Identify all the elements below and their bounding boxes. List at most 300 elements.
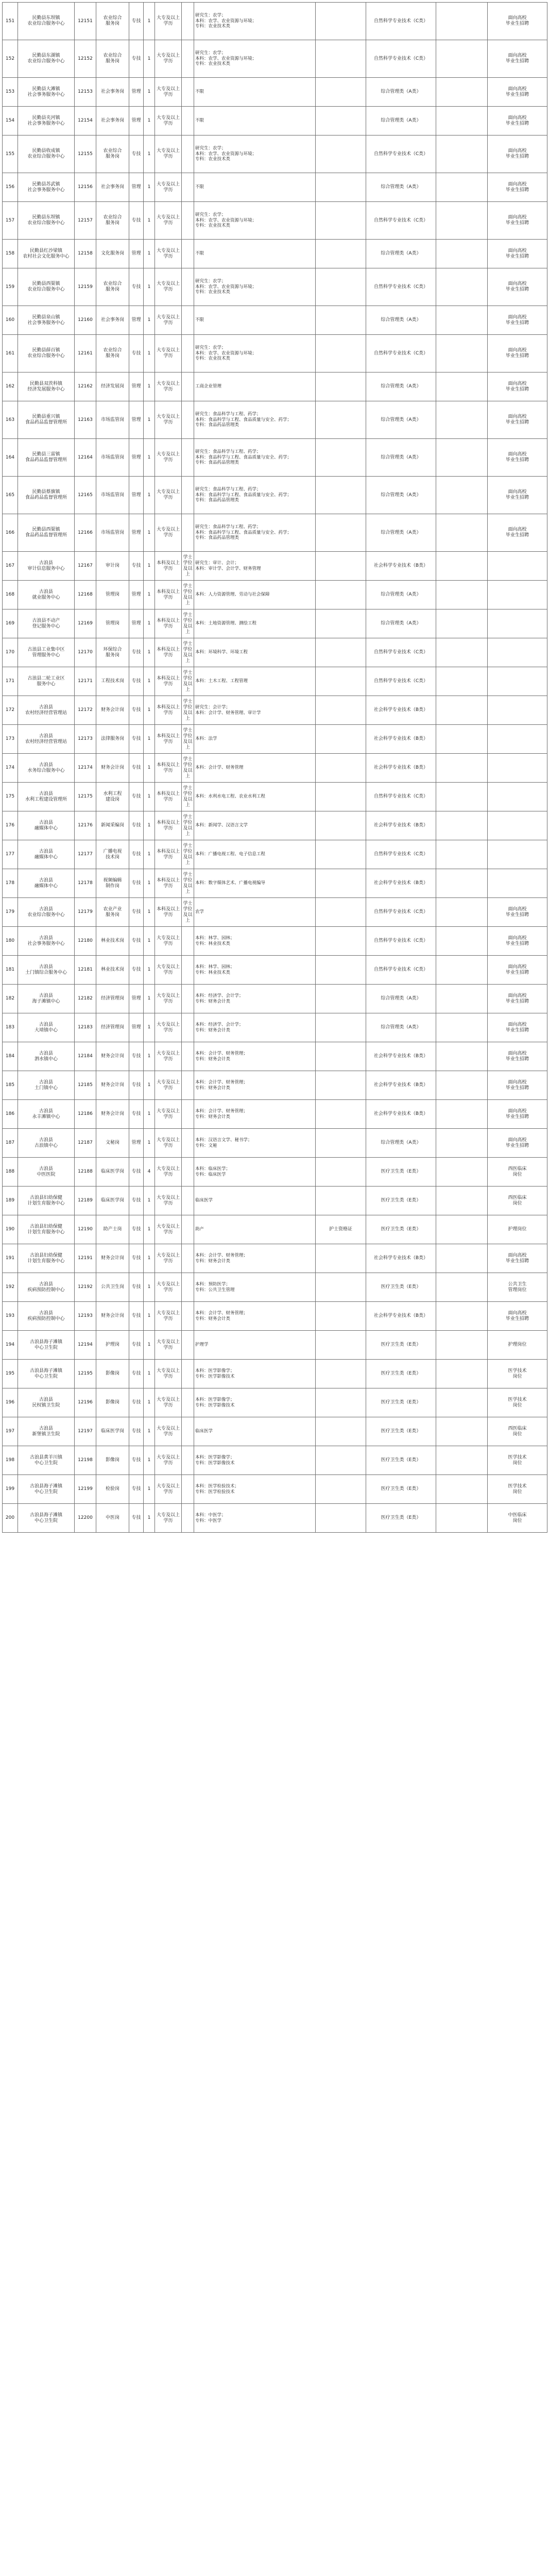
cell-type: 专技 (129, 811, 144, 840)
cell-exam-type: 综合管理类（A类） (366, 985, 436, 1013)
table-row (3, 439, 547, 477)
table-body (3, 3, 547, 1533)
cell-unit: 古浪县 水务综合服务中心 (18, 754, 75, 783)
table-row (3, 3, 547, 40)
cell-education: 大专及以上学历 (155, 1129, 182, 1158)
cell-count: 1 (144, 1187, 155, 1215)
cell-major-requirement: 本科：会计学、财务管理； 专科：财务会计类 (194, 1244, 316, 1273)
cell-code: 12155 (75, 135, 96, 173)
cell-extra (436, 638, 488, 667)
table-row (3, 1215, 547, 1244)
cell-unit: 古浪县 疾病预防控制中心 (18, 1273, 75, 1302)
table-row (3, 78, 547, 107)
cell-other-requirement (316, 1158, 366, 1187)
table-row (3, 696, 547, 725)
cell-post: 影像岗 (96, 1360, 129, 1388)
cell-unit: 民勤县苏武镇 社会事务服务中心 (18, 173, 75, 202)
cell-major-requirement: 研究生：食品科学与工程、药学； 本科：食品科学与工程、食品质量与安全、药学； 专科：食品药品管理类 (194, 401, 316, 439)
cell-note: 面向高校 毕业生招聘 (488, 1100, 547, 1129)
cell-education: 大专及以上学历 (155, 1331, 182, 1360)
cell-degree: 学士学位及以上 (182, 581, 194, 609)
cell-other-requirement (316, 1013, 366, 1042)
cell-extra (436, 667, 488, 696)
cell-major-requirement: 本科：环境科学、环境工程 (194, 638, 316, 667)
cell-code: 12162 (75, 372, 96, 401)
cell-note (488, 667, 547, 696)
cell-post: 林业技术岗 (96, 927, 129, 956)
cell-major-requirement: 不限 (194, 306, 316, 335)
cell-code: 12153 (75, 78, 96, 107)
cell-count: 1 (144, 696, 155, 725)
cell-note: 面向高校 毕业生招聘 (488, 135, 547, 173)
cell-code: 12170 (75, 638, 96, 667)
cell-post: 水利工程 建设岗 (96, 783, 129, 811)
cell-other-requirement (316, 335, 366, 372)
table-row (3, 1417, 547, 1446)
cell-count: 1 (144, 306, 155, 335)
cell-extra (436, 1071, 488, 1100)
cell-seq: 186 (3, 1100, 18, 1129)
cell-post: 财务会计岗 (96, 696, 129, 725)
cell-exam-type: 社会科学专业技术（B类） (366, 1100, 436, 1129)
cell-note (488, 811, 547, 840)
table-row (3, 268, 547, 306)
cell-count: 1 (144, 1331, 155, 1360)
cell-extra (436, 514, 488, 552)
cell-extra (436, 552, 488, 581)
table-row (3, 335, 547, 372)
table-row (3, 173, 547, 202)
cell-note: 公共卫生 管理岗位 (488, 1273, 547, 1302)
table-row (3, 1446, 547, 1475)
cell-exam-type: 医疗卫生类（E类） (366, 1187, 436, 1215)
cell-major-requirement: 本科：法学 (194, 725, 316, 754)
cell-other-requirement (316, 638, 366, 667)
cell-other-requirement (316, 107, 366, 135)
cell-type: 专技 (129, 1360, 144, 1388)
table-row (3, 985, 547, 1013)
cell-count: 1 (144, 107, 155, 135)
cell-unit: 民勤县泉山镇 社会事务服务中心 (18, 306, 75, 335)
cell-count: 1 (144, 956, 155, 985)
cell-unit: 古浪县海子滩镇 中心卫生院 (18, 1504, 75, 1533)
cell-exam-type: 医疗卫生类（E类） (366, 1388, 436, 1417)
cell-other-requirement (316, 268, 366, 306)
cell-exam-type: 社会科学专业技术（B类） (366, 1042, 436, 1071)
cell-other-requirement (316, 927, 366, 956)
cell-count: 1 (144, 927, 155, 956)
cell-exam-type: 社会科学专业技术（B类） (366, 869, 436, 898)
cell-unit: 古浪县 土门镇综合服务中心 (18, 956, 75, 985)
cell-exam-type: 综合管理类（A类） (366, 439, 436, 477)
cell-seq: 156 (3, 173, 18, 202)
cell-unit: 古浪县黄羊川镇 中心卫生院 (18, 1446, 75, 1475)
cell-unit: 古浪县妇幼保健 计划生育服务中心 (18, 1215, 75, 1244)
cell-count: 1 (144, 667, 155, 696)
cell-major-requirement: 本科：人力资源管理、劳动与社会保障 (194, 581, 316, 609)
cell-count: 1 (144, 135, 155, 173)
cell-code: 12168 (75, 581, 96, 609)
cell-code: 12198 (75, 1446, 96, 1475)
cell-extra (436, 1042, 488, 1071)
cell-type: 管理 (129, 240, 144, 268)
cell-major-requirement: 不限 (194, 173, 316, 202)
cell-extra (436, 609, 488, 638)
cell-post: 林业技术岗 (96, 956, 129, 985)
cell-unit: 古浪县二轮工业区 服务中心 (18, 667, 75, 696)
cell-other-requirement: 护士资格证 (316, 1215, 366, 1244)
cell-seq: 187 (3, 1129, 18, 1158)
cell-major-requirement: 研究生：农学； 本科：农学、农业资源与环境； 专科：农业技术类 (194, 268, 316, 306)
cell-type: 管理 (129, 985, 144, 1013)
cell-major-requirement: 本科：医学影像学； 专科：医学影像技术 (194, 1360, 316, 1388)
cell-count: 1 (144, 638, 155, 667)
cell-exam-type: 综合管理类（A类） (366, 477, 436, 514)
cell-major-requirement: 研究生：农学； 本科：农学、农业资源与环境； 专科：农业技术类 (194, 135, 316, 173)
cell-post: 法律服务岗 (96, 725, 129, 754)
cell-exam-type: 自然科学专业技术（C类） (366, 927, 436, 956)
cell-degree (182, 927, 194, 956)
cell-type: 管理 (129, 439, 144, 477)
table-row (3, 811, 547, 840)
cell-seq: 154 (3, 107, 18, 135)
cell-education: 大专及以上学历 (155, 1273, 182, 1302)
cell-major-requirement: 本科：医学影像学； 专科：医学影像技术 (194, 1446, 316, 1475)
cell-other-requirement (316, 552, 366, 581)
table-row (3, 240, 547, 268)
cell-type: 专技 (129, 840, 144, 869)
cell-unit: 古浪县 社会事务服务中心 (18, 927, 75, 956)
cell-post: 农业综合 服务岗 (96, 202, 129, 240)
cell-note (488, 725, 547, 754)
cell-degree: 学士学位及以上 (182, 754, 194, 783)
cell-type: 专技 (129, 869, 144, 898)
cell-education: 大专及以上学历 (155, 1244, 182, 1273)
cell-other-requirement (316, 956, 366, 985)
cell-post: 财务会计岗 (96, 1071, 129, 1100)
cell-type: 专技 (129, 1244, 144, 1273)
cell-seq: 185 (3, 1071, 18, 1100)
cell-note: 医学技术 岗位 (488, 1475, 547, 1504)
cell-other-requirement (316, 667, 366, 696)
cell-count: 1 (144, 240, 155, 268)
cell-post: 市场监管岗 (96, 477, 129, 514)
cell-post: 市场监管岗 (96, 514, 129, 552)
cell-degree (182, 1302, 194, 1331)
cell-post: 临床医学岗 (96, 1158, 129, 1187)
cell-major-requirement: 研究生：农学； 本科：农学、农业资源与环境； 专科：农业技术类 (194, 40, 316, 78)
cell-extra (436, 840, 488, 869)
cell-seq: 197 (3, 1417, 18, 1446)
cell-note: 面向高校 毕业生招聘 (488, 898, 547, 927)
cell-count: 1 (144, 754, 155, 783)
cell-exam-type: 自然科学专业技术（C类） (366, 667, 436, 696)
cell-post: 市场监管岗 (96, 401, 129, 439)
cell-other-requirement (316, 1331, 366, 1360)
cell-unit: 民勤县夹河镇 社会事务服务中心 (18, 107, 75, 135)
cell-exam-type: 综合管理类（A类） (366, 306, 436, 335)
table-row (3, 956, 547, 985)
cell-education: 本科及以上学历 (155, 581, 182, 609)
cell-major-requirement: 本科：数字媒体艺术、广播电视编导 (194, 869, 316, 898)
cell-major-requirement: 研究生：农学； 本科：农学、农业资源与环境； 专科：农业技术类 (194, 335, 316, 372)
cell-note: 面向高校 毕业生招聘 (488, 3, 547, 40)
cell-code: 12173 (75, 725, 96, 754)
cell-note: 面向高校 毕业生招聘 (488, 40, 547, 78)
cell-note: 中医临床 岗位 (488, 1504, 547, 1533)
cell-unit: 古浪县 中医医院 (18, 1158, 75, 1187)
cell-major-requirement: 研究生：会计学； 本科：会计学、财务管理、审计学 (194, 696, 316, 725)
cell-extra (436, 1388, 488, 1417)
cell-extra (436, 173, 488, 202)
cell-seq: 177 (3, 840, 18, 869)
cell-education: 大专及以上学历 (155, 514, 182, 552)
cell-major-requirement: 本科：林学、园林； 专科：林业技术类 (194, 956, 316, 985)
cell-type: 专技 (129, 1446, 144, 1475)
cell-note: 面向高校 毕业生招聘 (488, 78, 547, 107)
cell-note: 护理岗位 (488, 1215, 547, 1244)
table-row (3, 552, 547, 581)
cell-extra (436, 439, 488, 477)
cell-exam-type: 综合管理类（A类） (366, 173, 436, 202)
cell-type: 专技 (129, 1071, 144, 1100)
cell-code: 12181 (75, 956, 96, 985)
cell-other-requirement (316, 1100, 366, 1129)
cell-extra (436, 811, 488, 840)
cell-education: 本科及以上学历 (155, 638, 182, 667)
cell-exam-type: 综合管理类（A类） (366, 78, 436, 107)
cell-extra (436, 696, 488, 725)
cell-degree (182, 477, 194, 514)
cell-count: 1 (144, 1360, 155, 1388)
cell-extra (436, 78, 488, 107)
cell-degree (182, 1215, 194, 1244)
cell-type: 专技 (129, 1187, 144, 1215)
cell-other-requirement (316, 1417, 366, 1446)
cell-unit: 民勤县红沙梁镇 农村社会文化服务中心 (18, 240, 75, 268)
cell-post: 临床医学岗 (96, 1417, 129, 1446)
cell-major-requirement: 本科：土地资源管理、测绘工程 (194, 609, 316, 638)
cell-note: 医学技术 岗位 (488, 1388, 547, 1417)
cell-extra (436, 401, 488, 439)
cell-count: 1 (144, 514, 155, 552)
cell-seq: 191 (3, 1244, 18, 1273)
cell-other-requirement (316, 1273, 366, 1302)
cell-major-requirement: 研究生：审计、会计； 本科：审计学、会计学、财务管理 (194, 552, 316, 581)
cell-post: 新闻采编岗 (96, 811, 129, 840)
cell-other-requirement (316, 306, 366, 335)
cell-unit: 古浪县 疾病预防控制中心 (18, 1302, 75, 1331)
cell-code: 12171 (75, 667, 96, 696)
cell-education: 大专及以上学历 (155, 1215, 182, 1244)
cell-type: 专技 (129, 1388, 144, 1417)
cell-extra (436, 1158, 488, 1187)
cell-type: 专技 (129, 1475, 144, 1504)
table-row (3, 135, 547, 173)
cell-education: 大专及以上学历 (155, 1187, 182, 1215)
cell-note: 面向高校 毕业生招聘 (488, 335, 547, 372)
cell-extra (436, 1504, 488, 1533)
cell-count: 1 (144, 725, 155, 754)
cell-education: 大专及以上学历 (155, 1504, 182, 1533)
cell-seq: 179 (3, 898, 18, 927)
cell-code: 12182 (75, 985, 96, 1013)
cell-code: 12187 (75, 1129, 96, 1158)
cell-type: 管理 (129, 107, 144, 135)
cell-note: 医学技术 岗位 (488, 1446, 547, 1475)
cell-note: 面向高校 毕业生招聘 (488, 985, 547, 1013)
table-row (3, 1388, 547, 1417)
cell-type: 管理 (129, 609, 144, 638)
cell-education: 大专及以上学历 (155, 40, 182, 78)
cell-post: 农业综合 服务岗 (96, 3, 129, 40)
cell-major-requirement: 不限 (194, 107, 316, 135)
cell-unit: 民勤县西渠镇 农业综合服务中心 (18, 268, 75, 306)
cell-exam-type: 综合管理类（A类） (366, 401, 436, 439)
cell-count: 1 (144, 1388, 155, 1417)
cell-count: 1 (144, 1273, 155, 1302)
cell-note (488, 581, 547, 609)
cell-unit: 古浪县 土门镇中心 (18, 1071, 75, 1100)
cell-education: 大专及以上学历 (155, 173, 182, 202)
cell-degree (182, 1244, 194, 1273)
cell-seq: 181 (3, 956, 18, 985)
cell-post: 视频编辑 制作岗 (96, 869, 129, 898)
table-row (3, 202, 547, 240)
cell-major-requirement: 临床医学 (194, 1417, 316, 1446)
cell-extra (436, 927, 488, 956)
cell-extra (436, 783, 488, 811)
cell-type: 专技 (129, 783, 144, 811)
cell-code: 12158 (75, 240, 96, 268)
cell-exam-type: 自然科学专业技术（C类） (366, 638, 436, 667)
cell-code: 12185 (75, 1071, 96, 1100)
cell-other-requirement (316, 40, 366, 78)
cell-code: 12192 (75, 1273, 96, 1302)
cell-unit: 古浪县 审计信息服务中心 (18, 552, 75, 581)
cell-exam-type: 综合管理类（A类） (366, 240, 436, 268)
cell-major-requirement: 研究生：农学； 本科：农学、农业资源与环境； 专科：农业技术类 (194, 202, 316, 240)
cell-post: 财务会计岗 (96, 1302, 129, 1331)
cell-other-requirement (316, 1360, 366, 1388)
cell-degree (182, 1504, 194, 1533)
cell-other-requirement (316, 135, 366, 173)
cell-extra (436, 1187, 488, 1215)
cell-education: 大专及以上学历 (155, 268, 182, 306)
cell-education: 本科及以上学历 (155, 725, 182, 754)
cell-note: 面向高校 毕业生招聘 (488, 173, 547, 202)
cell-exam-type: 综合管理类（A类） (366, 1013, 436, 1042)
cell-type: 管理 (129, 1129, 144, 1158)
table-row (3, 40, 547, 78)
cell-count: 1 (144, 372, 155, 401)
cell-count: 1 (144, 1475, 155, 1504)
table-row (3, 1302, 547, 1331)
cell-type: 管理 (129, 78, 144, 107)
cell-education: 大专及以上学历 (155, 1071, 182, 1100)
cell-degree: 学士学位及以上 (182, 638, 194, 667)
cell-unit: 古浪县 永丰滩镇中心 (18, 1100, 75, 1129)
cell-post: 审计岗 (96, 552, 129, 581)
cell-degree (182, 439, 194, 477)
cell-extra (436, 869, 488, 898)
cell-count: 1 (144, 3, 155, 40)
table-row (3, 1071, 547, 1100)
cell-major-requirement: 本科：会计学、财务管理； 专科：财务会计类 (194, 1042, 316, 1071)
cell-note: 西医临床 岗位 (488, 1187, 547, 1215)
cell-degree (182, 1100, 194, 1129)
cell-seq: 200 (3, 1504, 18, 1533)
cell-degree (182, 514, 194, 552)
cell-code: 12160 (75, 306, 96, 335)
cell-seq: 190 (3, 1215, 18, 1244)
cell-exam-type: 社会科学专业技术（B类） (366, 1071, 436, 1100)
cell-note (488, 552, 547, 581)
cell-type: 专技 (129, 1215, 144, 1244)
cell-education: 大专及以上学历 (155, 477, 182, 514)
cell-major-requirement: 不限 (194, 240, 316, 268)
cell-seq: 164 (3, 439, 18, 477)
cell-code: 12189 (75, 1187, 96, 1215)
cell-major-requirement: 农学 (194, 898, 316, 927)
cell-exam-type: 社会科学专业技术（B类） (366, 1302, 436, 1331)
cell-note: 面向高校 毕业生招聘 (488, 1042, 547, 1071)
cell-type: 管理 (129, 372, 144, 401)
cell-major-requirement: 研究生：食品科学与工程、药学； 本科：食品科学与工程、食品质量与安全、药学； 专科：食品药品管理类 (194, 514, 316, 552)
cell-other-requirement (316, 1071, 366, 1100)
cell-degree (182, 372, 194, 401)
table-row (3, 1360, 547, 1388)
cell-unit: 古浪县 水利工程建设管理所 (18, 783, 75, 811)
cell-count: 1 (144, 1215, 155, 1244)
cell-unit: 民勤县双茨科镇 经济发展服务中心 (18, 372, 75, 401)
cell-unit: 古浪县不动产 登记服务中心 (18, 609, 75, 638)
cell-post: 公共卫生岗 (96, 1273, 129, 1302)
cell-seq: 178 (3, 869, 18, 898)
cell-education: 大专及以上学历 (155, 372, 182, 401)
cell-seq: 170 (3, 638, 18, 667)
cell-note: 护理岗位 (488, 1331, 547, 1360)
cell-post: 农业综合 服务岗 (96, 268, 129, 306)
cell-post: 财务会计岗 (96, 1042, 129, 1071)
cell-type: 专技 (129, 956, 144, 985)
cell-type: 管理 (129, 173, 144, 202)
cell-other-requirement (316, 696, 366, 725)
cell-post: 管理岗 (96, 609, 129, 638)
cell-other-requirement (316, 985, 366, 1013)
table-row (3, 1129, 547, 1158)
cell-major-requirement: 助产 (194, 1215, 316, 1244)
cell-extra (436, 202, 488, 240)
cell-exam-type: 自然科学专业技术（C类） (366, 783, 436, 811)
cell-code: 12195 (75, 1360, 96, 1388)
cell-note (488, 783, 547, 811)
cell-education: 大专及以上学历 (155, 985, 182, 1013)
cell-degree (182, 1013, 194, 1042)
cell-other-requirement (316, 173, 366, 202)
table-row (3, 869, 547, 898)
cell-post: 社会事务岗 (96, 173, 129, 202)
cell-post: 经济管理岗 (96, 1013, 129, 1042)
cell-exam-type: 自然科学专业技术（C类） (366, 335, 436, 372)
cell-other-requirement (316, 240, 366, 268)
cell-post: 管理岗 (96, 581, 129, 609)
cell-degree (182, 985, 194, 1013)
cell-degree (182, 335, 194, 372)
cell-unit: 古浪县 海子滩镇中心 (18, 985, 75, 1013)
cell-extra (436, 956, 488, 985)
cell-seq: 151 (3, 3, 18, 40)
